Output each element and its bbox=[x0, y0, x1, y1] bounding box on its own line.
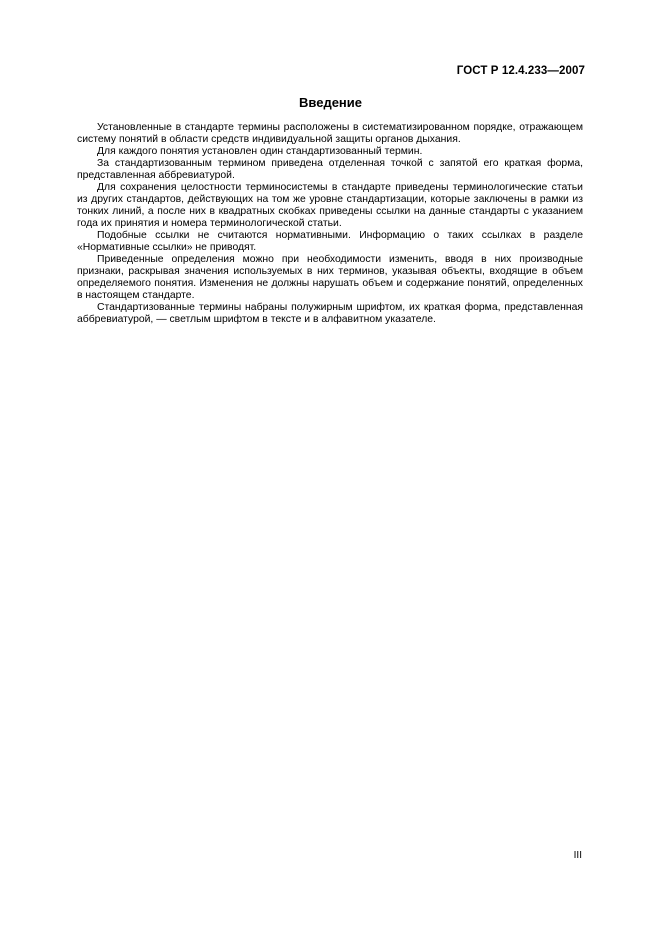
paragraph: Для каждого понятия установлен один стандартизованный термин. bbox=[97, 146, 423, 157]
paragraph: Подобные ссылки не считаются нормативными. Информацию о таких ссылках в разделе «Нормативные ссылки» не приводят. bbox=[77, 230, 583, 253]
body-text bbox=[77, 122, 583, 326]
paragraph: Стандартизованные термины набраны полужирным шрифтом, их краткая форма, представленная аббревиатурой, — светлым шрифтом в тексте и в алфавитном указателе. bbox=[77, 302, 583, 325]
paragraph: За стандартизованным термином приведена отделенная точкой с запятой его краткая форма, представленная аббревиатурой. bbox=[77, 158, 583, 181]
paragraph: Установленные в стандарте термины расположены в систематизированном порядке, отражающем систему понятий в области средств индивидуальной защиты органов дыхания. bbox=[77, 122, 583, 145]
document-code: ГОСТ Р 12.4.233—2007 bbox=[456, 65, 585, 77]
section-title: Введение bbox=[299, 95, 362, 110]
paragraph: Приведенные определения можно при необходимости изменить, вводя в них производные признаки, раскрывая значения используемых в них терминов, указывая объекты, входящие в объем определяемого понятия. Изменения не должны нарушать объем и содержание понятий, определенных в настоящем стандарте. bbox=[77, 254, 583, 301]
paragraph: Для сохранения целостности терминосистемы в стандарте приведены терминологические статьи из других стандартов, действующих на том же уровне стандартизации, которые заключены в рамки из тонких линий, а после них в квадратных скобках приведены ссылки на данные стандарты с указанием года их принятия и номера терминологической статьи. bbox=[77, 182, 583, 229]
page-number: III bbox=[573, 850, 582, 861]
